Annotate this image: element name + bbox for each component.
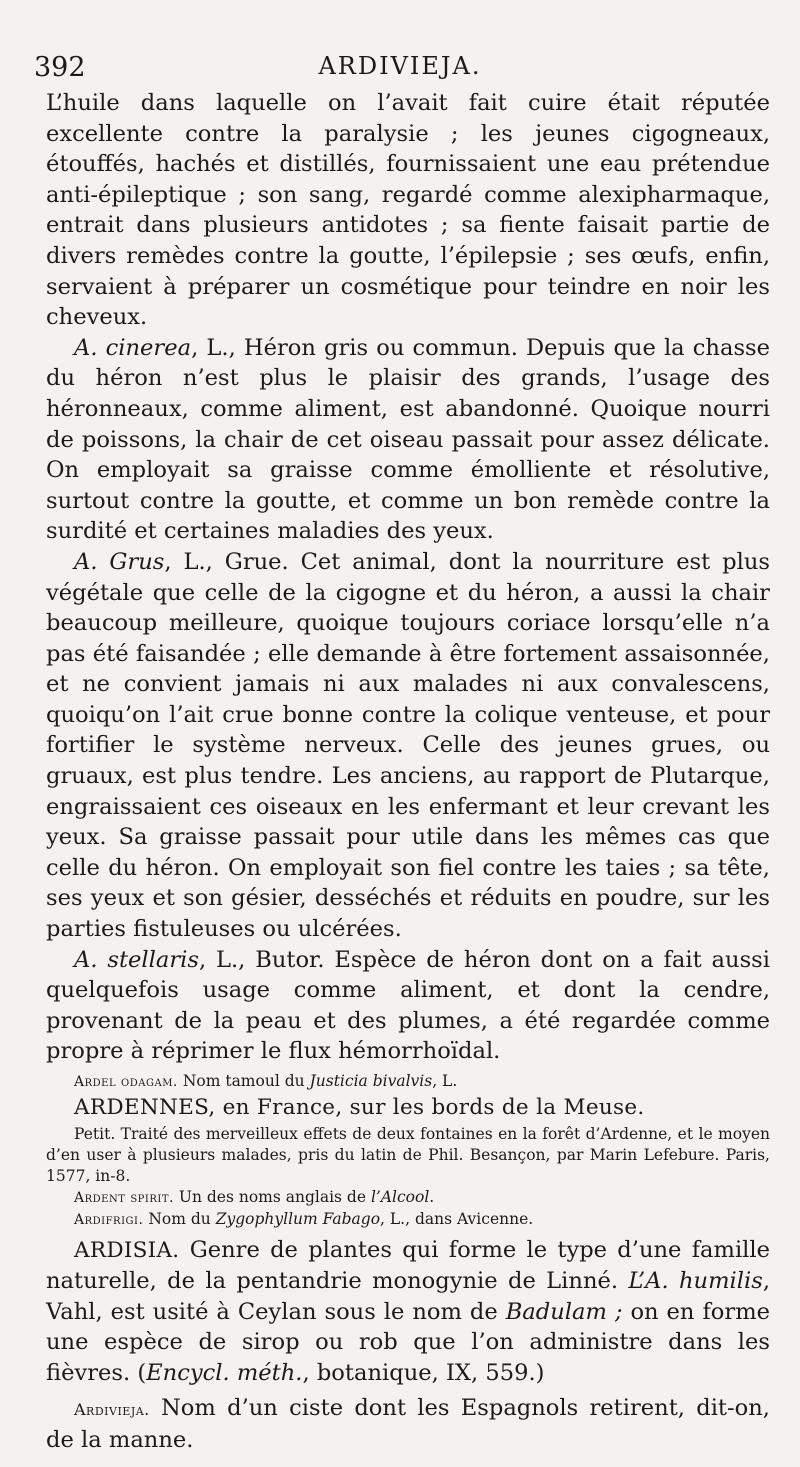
source-title: Encycl. méth. xyxy=(146,1359,303,1386)
entry-a-cinerea xyxy=(46,333,770,547)
entry-text: on en forme une espèce de sirop ou rob que l’on administre dans les fièvres. ( xyxy=(46,1298,771,1386)
entry-text: , botanique, IX, 559.) xyxy=(302,1359,545,1386)
entry-ardifrigi xyxy=(46,1209,770,1231)
entry-ardel-odagam xyxy=(46,1071,770,1093)
entry-text: , L., Butor. Espèce de héron dont on a fait aussi quelquefois usage comme aliment, et dont la cendre, provenant de la peau et des plumes, a été regardée comme propre à réprimer le flux hémorrhoïdal. xyxy=(46,946,770,1065)
page-header xyxy=(0,52,800,92)
entry-text: Nom d’un ciste dont les Espagnols retirent, dit-on, de la manne. xyxy=(46,1394,770,1454)
entry-text: , L., dans Avicenne. xyxy=(380,1209,534,1228)
entry-headword: Ardifrigi. xyxy=(74,1211,144,1228)
entry-headword: Ardent spirit. xyxy=(74,1189,174,1206)
entry-text: Genre de plantes qui forme le type d’une famille naturelle, de la pentandrie monogynie de Linné. xyxy=(46,1236,770,1295)
entry-ardivieja xyxy=(46,1393,770,1456)
entry-text: , L., Héron gris ou commun. Depuis que la chasse du héron n’est plus le plaisir des grands, l’usage des héronneaux, comme aliment, est abandonné. Quoique nourri de poissons, la chair de cet oiseau passait pour assez délicate. On employait sa graisse comme émolliente et résolutive, surtout contre la goutte, et comme un bon remède contre la surdité et certaines maladies des yeux. xyxy=(46,334,771,545)
bibliography-petit: Petit. Traité des merveilleux effets de deux fontaines en la forêt d’Ardenne, et le moyen d’en user à plusieurs malades, pris du latin de Phil. Besançon, par Marin Lefebure. Paris, 1577, in-8. xyxy=(46,1124,770,1185)
entry-ardent-spirit xyxy=(46,1187,770,1209)
running-head: ARDIVIEJA. xyxy=(318,52,482,80)
entry-text: Nom du xyxy=(143,1209,216,1228)
entry-headword: ARDISIA. xyxy=(74,1237,180,1263)
entry-ardennes: ARDENNES, en France, sur les bords de la Meuse. xyxy=(74,1095,645,1120)
entry-headword: Ardel odagam. xyxy=(74,1074,178,1090)
entry-headword: Ardivieja. xyxy=(74,1399,150,1419)
species-name: A. cinerea xyxy=(74,334,192,361)
entry-ardisia xyxy=(46,1235,770,1389)
local-name: Badulam ; xyxy=(505,1298,623,1325)
species-name: A. stellaris xyxy=(74,946,199,973)
entry-text: , Vahl, est usité à Ceylan sous le nom de xyxy=(46,1268,770,1325)
species-name: Justicia bivalvis xyxy=(309,1072,433,1090)
entry-a-grus xyxy=(46,547,770,945)
page-body xyxy=(46,88,770,1456)
paragraph-cigogne-uses: L’huile dans laquelle on l’avait fait cuire était réputée excellente contre la paralysie ; les jeunes cigogneaux, étouffés, hachés et distillés, fournissaient une eau prétendue anti-épileptique ; son sang, regardé comme alexipharmaque, entrait dans plusieurs antidotes ; sa fiente faisait partie de divers remèdes contre la goutte, l’épilepsie ; ses œufs, enfin, servaient à préparer un cosmétique pour teindre en noir les cheveux. xyxy=(46,90,770,331)
entry-text: , L., Grue. Cet animal, dont la nourriture est plus végétale que celle de la cigogne et du héron, a aussi la chair beaucoup meilleure, quoique toujours coriace lorsqu’elle n’a pas été faisandée ; elle demande à être fortement assaisonnée, et ne convient jamais ni aux malades ni aux convalescens, quoiqu’on l’ait crue bonne contre la colique venteuse, et pour fortifier le système nerveux. Celle des jeunes grues, ou gruaux, est plus tendre. Les anciens, au rapport de Plutarque, engraissaient ces oiseaux en les enfermant et leur crevant les yeux. Sa graisse passait pour utile dans les mêmes cas que celle du héron. On employait son fiel contre les taies ; sa tête, ses yeux et son gésier, desséchés et réduits en poudre, sur les parties fistuleuses ou ulcérées. xyxy=(46,548,770,943)
entry-text: , L. xyxy=(432,1072,458,1090)
entry-text: Nom tamoul du xyxy=(177,1072,310,1090)
term-name: l’Alcool xyxy=(370,1187,430,1206)
entry-text: . xyxy=(429,1187,435,1206)
entry-text: Un des noms anglais de xyxy=(173,1187,371,1206)
species-name: A. Grus xyxy=(74,548,165,575)
page-number: 392 xyxy=(34,52,86,83)
entry-a-stellaris xyxy=(46,945,770,1067)
species-name: L’A. humilis xyxy=(628,1268,763,1295)
species-name: Zygophyllum Fabago xyxy=(215,1209,381,1228)
